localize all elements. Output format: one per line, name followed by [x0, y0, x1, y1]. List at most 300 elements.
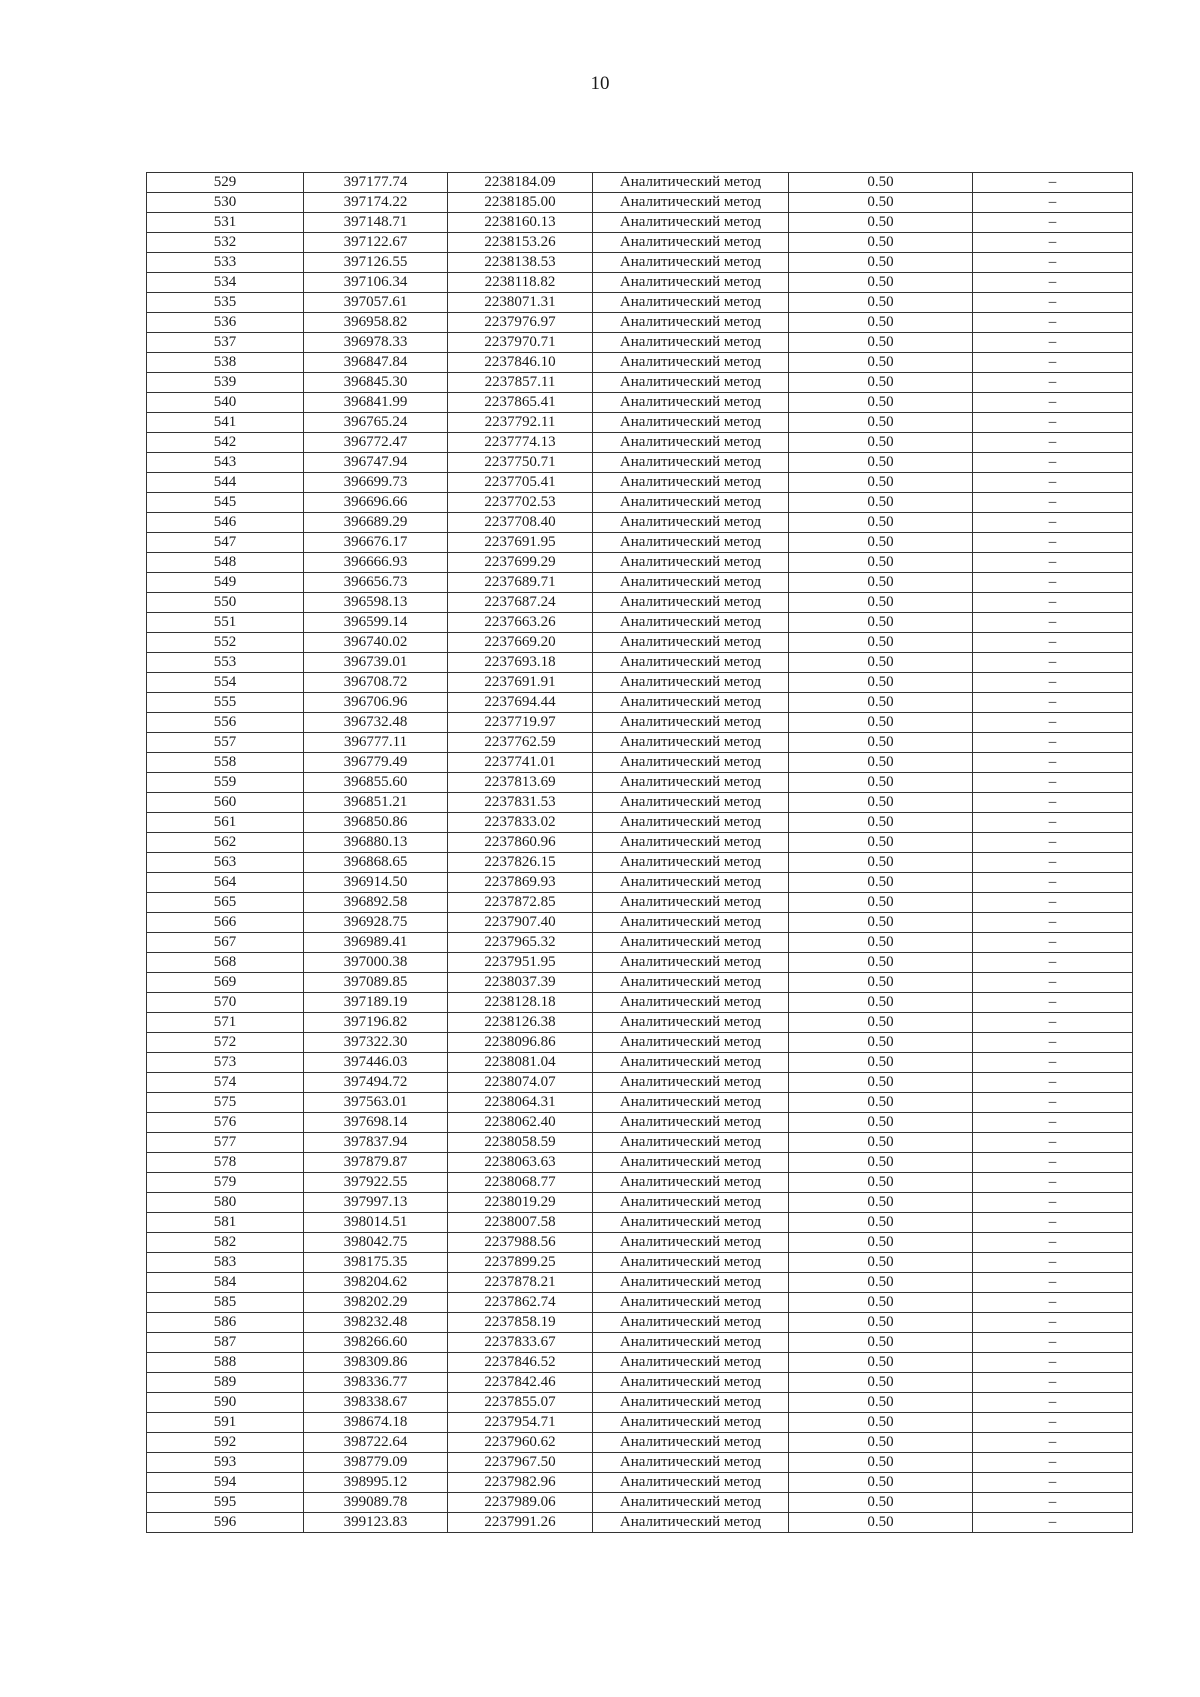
description-cell: –: [973, 313, 1133, 333]
y-coordinate-cell: 2238062.40: [448, 1113, 593, 1133]
description-cell: –: [973, 413, 1133, 433]
method-cell: Аналитический метод: [593, 293, 789, 313]
description-cell: –: [973, 533, 1133, 553]
x-coordinate-cell: 397879.87: [304, 1153, 448, 1173]
method-cell: Аналитический метод: [593, 313, 789, 333]
description-cell: –: [973, 1073, 1133, 1093]
table-row: [147, 413, 1133, 433]
y-coordinate-cell: 2237842.46: [448, 1373, 593, 1393]
description-cell: –: [973, 493, 1133, 513]
description-cell: –: [973, 1033, 1133, 1053]
description-cell: –: [973, 573, 1133, 593]
y-coordinate-cell: 2237855.07: [448, 1393, 593, 1413]
description-cell: –: [973, 253, 1133, 273]
y-coordinate-cell: 2237991.26: [448, 1513, 593, 1533]
method-cell: Аналитический метод: [593, 593, 789, 613]
x-coordinate-cell: 396599.14: [304, 613, 448, 633]
y-coordinate-cell: 2237954.71: [448, 1413, 593, 1433]
accuracy-cell: 0.50: [789, 533, 973, 553]
method-cell: Аналитический метод: [593, 573, 789, 593]
method-cell: Аналитический метод: [593, 1273, 789, 1293]
description-cell: –: [973, 1493, 1133, 1513]
method-cell: Аналитический метод: [593, 513, 789, 533]
y-coordinate-cell: 2237869.93: [448, 873, 593, 893]
table-row: [147, 473, 1133, 493]
y-coordinate-cell: 2237988.56: [448, 1233, 593, 1253]
description-cell: –: [973, 953, 1133, 973]
table-row: [147, 1453, 1133, 1473]
method-cell: Аналитический метод: [593, 873, 789, 893]
y-coordinate-cell: 2237833.02: [448, 813, 593, 833]
x-coordinate-cell: 397494.72: [304, 1073, 448, 1093]
accuracy-cell: 0.50: [789, 1413, 973, 1433]
y-coordinate-cell: 2237857.11: [448, 373, 593, 393]
y-coordinate-cell: 2238160.13: [448, 213, 593, 233]
table-row: [147, 1213, 1133, 1233]
y-coordinate-cell: 2238064.31: [448, 1093, 593, 1113]
description-cell: –: [973, 1153, 1133, 1173]
table-row: [147, 1493, 1133, 1513]
y-coordinate-cell: 2237663.26: [448, 613, 593, 633]
table-row: [147, 1053, 1133, 1073]
method-cell: Аналитический метод: [593, 653, 789, 673]
x-coordinate-cell: 396765.24: [304, 413, 448, 433]
y-coordinate-cell: 2237899.25: [448, 1253, 593, 1273]
x-coordinate-cell: 397126.55: [304, 253, 448, 273]
accuracy-cell: 0.50: [789, 1073, 973, 1093]
method-cell: Аналитический метод: [593, 1093, 789, 1113]
x-coordinate-cell: 397089.85: [304, 973, 448, 993]
accuracy-cell: 0.50: [789, 733, 973, 753]
y-coordinate-cell: 2237967.50: [448, 1453, 593, 1473]
point-number-cell: 536: [147, 313, 304, 333]
method-cell: Аналитический метод: [593, 453, 789, 473]
accuracy-cell: 0.50: [789, 433, 973, 453]
method-cell: Аналитический метод: [593, 1113, 789, 1133]
point-number-cell: 562: [147, 833, 304, 853]
description-cell: –: [973, 773, 1133, 793]
point-number-cell: 566: [147, 913, 304, 933]
accuracy-cell: 0.50: [789, 253, 973, 273]
y-coordinate-cell: 2237960.62: [448, 1433, 593, 1453]
point-number-cell: 538: [147, 353, 304, 373]
description-cell: –: [973, 693, 1133, 713]
y-coordinate-cell: 2237862.74: [448, 1293, 593, 1313]
x-coordinate-cell: 396777.11: [304, 733, 448, 753]
description-cell: –: [973, 193, 1133, 213]
x-coordinate-cell: 397196.82: [304, 1013, 448, 1033]
description-cell: –: [973, 1133, 1133, 1153]
table-row: [147, 253, 1133, 273]
table-row: [147, 933, 1133, 953]
table-row: [147, 693, 1133, 713]
description-cell: –: [973, 393, 1133, 413]
table-row: [147, 833, 1133, 853]
accuracy-cell: 0.50: [789, 1453, 973, 1473]
description-cell: –: [973, 1473, 1133, 1493]
table-row: [147, 1093, 1133, 1113]
table-row: [147, 953, 1133, 973]
point-number-cell: 552: [147, 633, 304, 653]
method-cell: Аналитический метод: [593, 1193, 789, 1213]
method-cell: Аналитический метод: [593, 373, 789, 393]
description-cell: –: [973, 633, 1133, 653]
x-coordinate-cell: 396851.21: [304, 793, 448, 813]
description-cell: –: [973, 753, 1133, 773]
method-cell: Аналитический метод: [593, 433, 789, 453]
description-cell: –: [973, 1253, 1133, 1273]
x-coordinate-cell: 397148.71: [304, 213, 448, 233]
x-coordinate-cell: 398309.86: [304, 1353, 448, 1373]
table-row: [147, 733, 1133, 753]
description-cell: –: [973, 1353, 1133, 1373]
table-row: [147, 1513, 1133, 1533]
y-coordinate-cell: 2237762.59: [448, 733, 593, 753]
accuracy-cell: 0.50: [789, 413, 973, 433]
description-cell: –: [973, 553, 1133, 573]
table-row: [147, 1113, 1133, 1133]
accuracy-cell: 0.50: [789, 1473, 973, 1493]
method-cell: Аналитический метод: [593, 973, 789, 993]
point-number-cell: 550: [147, 593, 304, 613]
x-coordinate-cell: 398232.48: [304, 1313, 448, 1333]
method-cell: Аналитический метод: [593, 733, 789, 753]
description-cell: –: [973, 1113, 1133, 1133]
method-cell: Аналитический метод: [593, 353, 789, 373]
point-number-cell: 593: [147, 1453, 304, 1473]
accuracy-cell: 0.50: [789, 1213, 973, 1233]
accuracy-cell: 0.50: [789, 753, 973, 773]
point-number-cell: 596: [147, 1513, 304, 1533]
y-coordinate-cell: 2238063.63: [448, 1153, 593, 1173]
description-cell: –: [973, 1233, 1133, 1253]
table-row: [147, 173, 1133, 193]
y-coordinate-cell: 2238128.18: [448, 993, 593, 1013]
point-number-cell: 581: [147, 1213, 304, 1233]
method-cell: Аналитический метод: [593, 1173, 789, 1193]
accuracy-cell: 0.50: [789, 933, 973, 953]
method-cell: Аналитический метод: [593, 413, 789, 433]
x-coordinate-cell: 396850.86: [304, 813, 448, 833]
method-cell: Аналитический метод: [593, 853, 789, 873]
x-coordinate-cell: 396598.13: [304, 593, 448, 613]
description-cell: –: [973, 933, 1133, 953]
x-coordinate-cell: 396666.93: [304, 553, 448, 573]
point-number-cell: 549: [147, 573, 304, 593]
method-cell: Аналитический метод: [593, 773, 789, 793]
y-coordinate-cell: 2238081.04: [448, 1053, 593, 1073]
method-cell: Аналитический метод: [593, 1313, 789, 1333]
description-cell: –: [973, 673, 1133, 693]
y-coordinate-cell: 2237965.32: [448, 933, 593, 953]
point-number-cell: 548: [147, 553, 304, 573]
description-cell: –: [973, 993, 1133, 1013]
y-coordinate-cell: 2237687.24: [448, 593, 593, 613]
accuracy-cell: 0.50: [789, 853, 973, 873]
accuracy-cell: 0.50: [789, 1313, 973, 1333]
point-number-cell: 576: [147, 1113, 304, 1133]
method-cell: Аналитический метод: [593, 813, 789, 833]
y-coordinate-cell: 2237982.96: [448, 1473, 593, 1493]
table-row: [147, 973, 1133, 993]
accuracy-cell: 0.50: [789, 1493, 973, 1513]
x-coordinate-cell: 396928.75: [304, 913, 448, 933]
table-row: [147, 893, 1133, 913]
y-coordinate-cell: 2237669.20: [448, 633, 593, 653]
y-coordinate-cell: 2238007.58: [448, 1213, 593, 1233]
table-row: [147, 273, 1133, 293]
description-cell: –: [973, 333, 1133, 353]
accuracy-cell: 0.50: [789, 1053, 973, 1073]
accuracy-cell: 0.50: [789, 313, 973, 333]
table-row: [147, 993, 1133, 1013]
y-coordinate-cell: 2237699.29: [448, 553, 593, 573]
method-cell: Аналитический метод: [593, 1453, 789, 1473]
description-cell: –: [973, 853, 1133, 873]
description-cell: –: [973, 1513, 1133, 1533]
table-row: [147, 1433, 1133, 1453]
x-coordinate-cell: 398175.35: [304, 1253, 448, 1273]
y-coordinate-cell: 2238153.26: [448, 233, 593, 253]
table-row: [147, 293, 1133, 313]
y-coordinate-cell: 2237970.71: [448, 333, 593, 353]
description-cell: –: [973, 893, 1133, 913]
y-coordinate-cell: 2237705.41: [448, 473, 593, 493]
y-coordinate-cell: 2237719.97: [448, 713, 593, 733]
point-number-cell: 558: [147, 753, 304, 773]
x-coordinate-cell: 397837.94: [304, 1133, 448, 1153]
method-cell: Аналитический метод: [593, 1433, 789, 1453]
y-coordinate-cell: 2237976.97: [448, 313, 593, 333]
y-coordinate-cell: 2238138.53: [448, 253, 593, 273]
description-cell: –: [973, 353, 1133, 373]
page-number: 10: [590, 73, 610, 94]
x-coordinate-cell: 398042.75: [304, 1233, 448, 1253]
method-cell: Аналитический метод: [593, 713, 789, 733]
method-cell: Аналитический метод: [593, 213, 789, 233]
description-cell: –: [973, 1273, 1133, 1293]
description-cell: –: [973, 1093, 1133, 1113]
accuracy-cell: 0.50: [789, 1133, 973, 1153]
y-coordinate-cell: 2237907.40: [448, 913, 593, 933]
table-row: [147, 593, 1133, 613]
table-row: [147, 193, 1133, 213]
point-number-cell: 543: [147, 453, 304, 473]
description-cell: –: [973, 1053, 1133, 1073]
point-number-cell: 586: [147, 1313, 304, 1333]
accuracy-cell: 0.50: [789, 273, 973, 293]
x-coordinate-cell: 398779.09: [304, 1453, 448, 1473]
description-cell: –: [973, 793, 1133, 813]
point-number-cell: 571: [147, 1013, 304, 1033]
point-number-cell: 584: [147, 1273, 304, 1293]
description-cell: –: [973, 1333, 1133, 1353]
method-cell: Аналитический метод: [593, 1373, 789, 1393]
table-row: [147, 853, 1133, 873]
table-row: [147, 1253, 1133, 1273]
accuracy-cell: 0.50: [789, 633, 973, 653]
table-row: [147, 573, 1133, 593]
accuracy-cell: 0.50: [789, 1233, 973, 1253]
accuracy-cell: 0.50: [789, 713, 973, 733]
point-number-cell: 559: [147, 773, 304, 793]
accuracy-cell: 0.50: [789, 513, 973, 533]
x-coordinate-cell: 398014.51: [304, 1213, 448, 1233]
table-row: [147, 1173, 1133, 1193]
method-cell: Аналитический метод: [593, 613, 789, 633]
method-cell: Аналитический метод: [593, 913, 789, 933]
table-row: [147, 1193, 1133, 1213]
description-cell: –: [973, 513, 1133, 533]
y-coordinate-cell: 2238118.82: [448, 273, 593, 293]
method-cell: Аналитический метод: [593, 233, 789, 253]
accuracy-cell: 0.50: [789, 873, 973, 893]
y-coordinate-cell: 2237693.18: [448, 653, 593, 673]
accuracy-cell: 0.50: [789, 673, 973, 693]
accuracy-cell: 0.50: [789, 593, 973, 613]
table-row: [147, 353, 1133, 373]
description-cell: –: [973, 1453, 1133, 1473]
method-cell: Аналитический метод: [593, 1053, 789, 1073]
y-coordinate-cell: 2237702.53: [448, 493, 593, 513]
point-number-cell: 531: [147, 213, 304, 233]
point-number-cell: 573: [147, 1053, 304, 1073]
point-number-cell: 569: [147, 973, 304, 993]
accuracy-cell: 0.50: [789, 1373, 973, 1393]
table-row: [147, 373, 1133, 393]
accuracy-cell: 0.50: [789, 893, 973, 913]
method-cell: Аналитический метод: [593, 893, 789, 913]
table-row: [147, 1393, 1133, 1413]
x-coordinate-cell: 396747.94: [304, 453, 448, 473]
method-cell: Аналитический метод: [593, 1253, 789, 1273]
table-row: [147, 773, 1133, 793]
y-coordinate-cell: 2237750.71: [448, 453, 593, 473]
description-cell: –: [973, 1013, 1133, 1033]
description-cell: –: [973, 1393, 1133, 1413]
point-number-cell: 568: [147, 953, 304, 973]
y-coordinate-cell: 2237860.96: [448, 833, 593, 853]
accuracy-cell: 0.50: [789, 973, 973, 993]
accuracy-cell: 0.50: [789, 953, 973, 973]
point-number-cell: 572: [147, 1033, 304, 1053]
table-row: [147, 1313, 1133, 1333]
x-coordinate-cell: 398995.12: [304, 1473, 448, 1493]
table-row: [147, 533, 1133, 553]
point-number-cell: 561: [147, 813, 304, 833]
y-coordinate-cell: 2237865.41: [448, 393, 593, 413]
description-cell: –: [973, 233, 1133, 253]
point-number-cell: 555: [147, 693, 304, 713]
y-coordinate-cell: 2237792.11: [448, 413, 593, 433]
y-coordinate-cell: 2238037.39: [448, 973, 593, 993]
point-number-cell: 588: [147, 1353, 304, 1373]
method-cell: Аналитический метод: [593, 273, 789, 293]
y-coordinate-cell: 2237774.13: [448, 433, 593, 453]
point-number-cell: 537: [147, 333, 304, 353]
table-row: [147, 813, 1133, 833]
description-cell: –: [973, 1173, 1133, 1193]
accuracy-cell: 0.50: [789, 1253, 973, 1273]
method-cell: Аналитический метод: [593, 533, 789, 553]
y-coordinate-cell: 2238068.77: [448, 1173, 593, 1193]
point-number-cell: 544: [147, 473, 304, 493]
x-coordinate-cell: 396892.58: [304, 893, 448, 913]
x-coordinate-cell: 397922.55: [304, 1173, 448, 1193]
method-cell: Аналитический метод: [593, 1513, 789, 1533]
y-coordinate-cell: 2237813.69: [448, 773, 593, 793]
point-number-cell: 585: [147, 1293, 304, 1313]
description-cell: –: [973, 813, 1133, 833]
method-cell: Аналитический метод: [593, 833, 789, 853]
point-number-cell: 530: [147, 193, 304, 213]
point-number-cell: 592: [147, 1433, 304, 1453]
accuracy-cell: 0.50: [789, 693, 973, 713]
point-number-cell: 541: [147, 413, 304, 433]
accuracy-cell: 0.50: [789, 1333, 973, 1353]
table-row: [147, 1413, 1133, 1433]
y-coordinate-cell: 2237833.67: [448, 1333, 593, 1353]
x-coordinate-cell: 397122.67: [304, 233, 448, 253]
y-coordinate-cell: 2237826.15: [448, 853, 593, 873]
point-number-cell: 539: [147, 373, 304, 393]
point-number-cell: 591: [147, 1413, 304, 1433]
y-coordinate-cell: 2237741.01: [448, 753, 593, 773]
accuracy-cell: 0.50: [789, 473, 973, 493]
accuracy-cell: 0.50: [789, 1013, 973, 1033]
accuracy-cell: 0.50: [789, 653, 973, 673]
y-coordinate-cell: 2237872.85: [448, 893, 593, 913]
x-coordinate-cell: 397997.13: [304, 1193, 448, 1213]
method-cell: Аналитический метод: [593, 753, 789, 773]
accuracy-cell: 0.50: [789, 553, 973, 573]
x-coordinate-cell: 396989.41: [304, 933, 448, 953]
description-cell: –: [973, 433, 1133, 453]
accuracy-cell: 0.50: [789, 333, 973, 353]
method-cell: Аналитический метод: [593, 1153, 789, 1173]
description-cell: –: [973, 1213, 1133, 1233]
x-coordinate-cell: 398722.64: [304, 1433, 448, 1453]
point-number-cell: 567: [147, 933, 304, 953]
y-coordinate-cell: 2237708.40: [448, 513, 593, 533]
point-number-cell: 554: [147, 673, 304, 693]
method-cell: Аналитический метод: [593, 493, 789, 513]
x-coordinate-cell: 397322.30: [304, 1033, 448, 1053]
table-row: [147, 633, 1133, 653]
accuracy-cell: 0.50: [789, 913, 973, 933]
method-cell: Аналитический метод: [593, 693, 789, 713]
x-coordinate-cell: 397698.14: [304, 1113, 448, 1133]
table-row: [147, 1073, 1133, 1093]
accuracy-cell: 0.50: [789, 993, 973, 1013]
accuracy-cell: 0.50: [789, 1433, 973, 1453]
x-coordinate-cell: 397563.01: [304, 1093, 448, 1113]
description-cell: –: [973, 973, 1133, 993]
table-row: [147, 873, 1133, 893]
method-cell: Аналитический метод: [593, 1073, 789, 1093]
accuracy-cell: 0.50: [789, 793, 973, 813]
description-cell: –: [973, 293, 1133, 313]
y-coordinate-cell: 2238058.59: [448, 1133, 593, 1153]
description-cell: –: [973, 213, 1133, 233]
y-coordinate-cell: 2237691.91: [448, 673, 593, 693]
point-number-cell: 542: [147, 433, 304, 453]
method-cell: Аналитический метод: [593, 1333, 789, 1353]
table-row: [147, 1473, 1133, 1493]
x-coordinate-cell: 397174.22: [304, 193, 448, 213]
point-number-cell: 575: [147, 1093, 304, 1113]
table-row: [147, 613, 1133, 633]
